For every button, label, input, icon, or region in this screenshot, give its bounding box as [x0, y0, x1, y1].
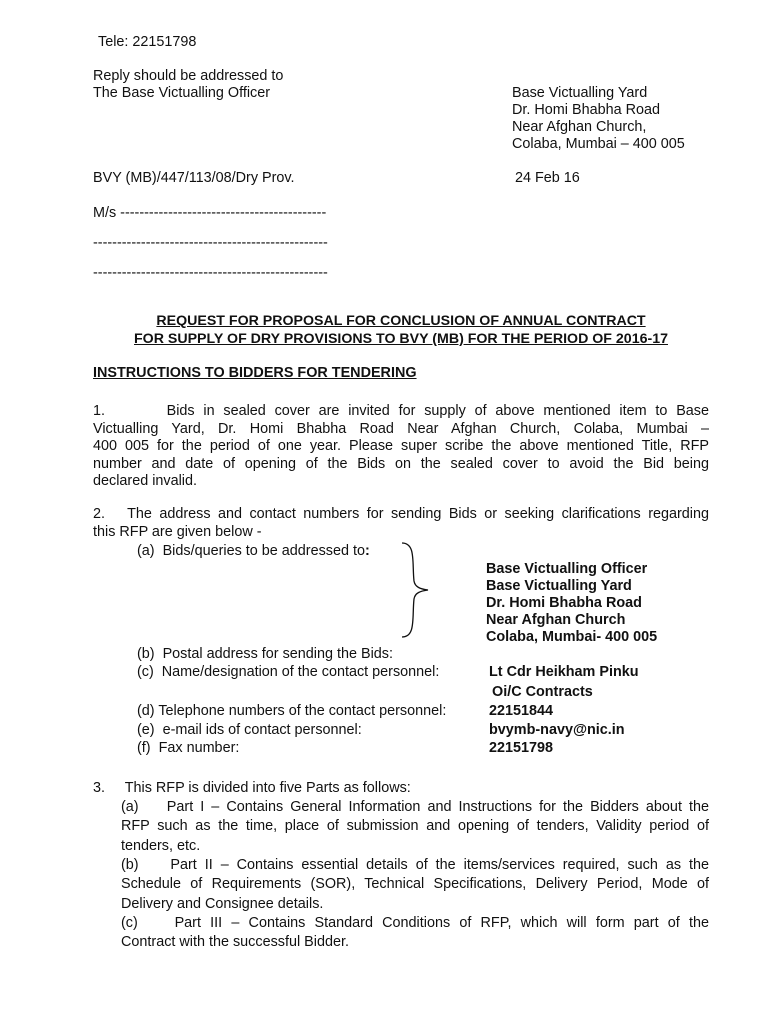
telephone-line: Tele: 22151798 [98, 34, 197, 50]
item-c-label: (c) Name/designation of the contact personnel: [137, 664, 440, 680]
document-title-line-2: FOR SUPPLY OF DRY PROVISIONS TO BVY (MB) FOR THE PERIOD OF 2016-17 [134, 331, 668, 347]
paragraph-line: (a) Part I – Contains General Information and Instructions for the Bidders about the [121, 799, 709, 815]
paragraph-line: 1. Bids in sealed cover are invited for supply of above mentioned item to Base [93, 403, 709, 419]
item-f-label: (f) Fax number: [137, 740, 240, 756]
reply-line-2: The Base Victualling Officer [93, 85, 271, 101]
paragraph-1 [93, 403, 709, 491]
addressee-line-2: ------------------------------------------------- [93, 235, 328, 251]
reference-number: BVY (MB)/447/113/08/Dry Prov. [93, 170, 295, 186]
item-a-text: (a) Bids/queries to be addressed to [137, 543, 365, 559]
contact-designation: Oi/C Contracts [492, 684, 593, 700]
address-line: Base Victualling Yard [512, 85, 648, 101]
bids-address-line: Dr. Homi Bhabha Road [486, 595, 642, 611]
contact-name: Lt Cdr Heikham Pinku [489, 664, 639, 680]
bids-address-line: Near Afghan Church [486, 612, 626, 628]
item-b-label: (b) Postal address for sending the Bids: [137, 646, 393, 662]
contact-telephone: 22151844 [489, 703, 554, 719]
reply-line-1: Reply should be addressed to [93, 68, 284, 84]
paragraph-line: RFP such as the time, place of submission and opening of tenders, Validity period of [121, 818, 709, 835]
document-title-line-1: REQUEST FOR PROPOSAL FOR CONCLUSION OF ANNUAL CONTRACT [156, 313, 646, 329]
contact-fax: 22151798 [489, 740, 554, 756]
bids-address-line: Colaba, Mumbai- 400 005 [486, 629, 658, 645]
bids-address-line: Base Victualling Officer [486, 561, 648, 577]
paragraph-line: tenders, etc. [121, 837, 201, 854]
item-e-label: (e) e-mail ids of contact personnel: [137, 722, 362, 738]
letter-date: 24 Feb 16 [515, 170, 580, 186]
addressee-line-1: M/s ------------------------------------------- [93, 205, 327, 221]
paragraph-line: (b) Part II – Contains essential details of the items/services required, such as the [121, 857, 709, 873]
address-line: Dr. Homi Bhabha Road [512, 102, 660, 118]
addressee-line-3: ------------------------------------------------- [93, 265, 328, 281]
curly-brace-icon [398, 541, 434, 639]
item-a-colon: : [364, 543, 370, 559]
item-a-label [137, 543, 370, 560]
paragraph-line: number and date of opening of the Bids on the sealed cover to avoid the Bid being [93, 455, 709, 472]
bids-address-line: Base Victualling Yard [486, 578, 632, 594]
paragraph-line: 400 005 for the period of one year. Please super scribe the above mentioned Title, RFP [93, 438, 709, 454]
paragraph-3-b [121, 856, 709, 914]
paragraph-line: Schedule of Requirements (SOR), Technical Specifications, Delivery Period, Mode of [121, 876, 709, 893]
paragraph-line: this RFP are given below - [93, 523, 262, 540]
paragraph-line: Contract with the successful Bidder. [121, 934, 349, 951]
paragraph-2 [93, 506, 709, 541]
item-d-label: (d) Telephone numbers of the contact personnel: [137, 703, 447, 719]
paragraph-3-intro: 3. This RFP is divided into five Parts as follows: [93, 780, 411, 796]
paragraph-3-c [121, 914, 709, 953]
paragraph-line: (c) Part III – Contains Standard Conditions of RFP, which will form part of the [121, 915, 709, 931]
address-line: Near Afghan Church, [512, 119, 647, 135]
paragraph-3-a [121, 798, 709, 856]
paragraph-line: 2. The address and contact numbers for sending Bids or seeking clarifications regarding [93, 506, 709, 522]
paragraph-line: Victualling Yard, Dr. Homi Bhabha Road Near Afghan Church, Colaba, Mumbai – [93, 420, 709, 437]
address-line: Colaba, Mumbai – 400 005 [512, 136, 685, 152]
contact-email: bvymb-navy@nic.in [489, 722, 625, 738]
paragraph-line: Delivery and Consignee details. [121, 895, 324, 912]
section-heading: INSTRUCTIONS TO BIDDERS FOR TENDERING [93, 365, 417, 381]
paragraph-line: declared invalid. [93, 473, 197, 489]
